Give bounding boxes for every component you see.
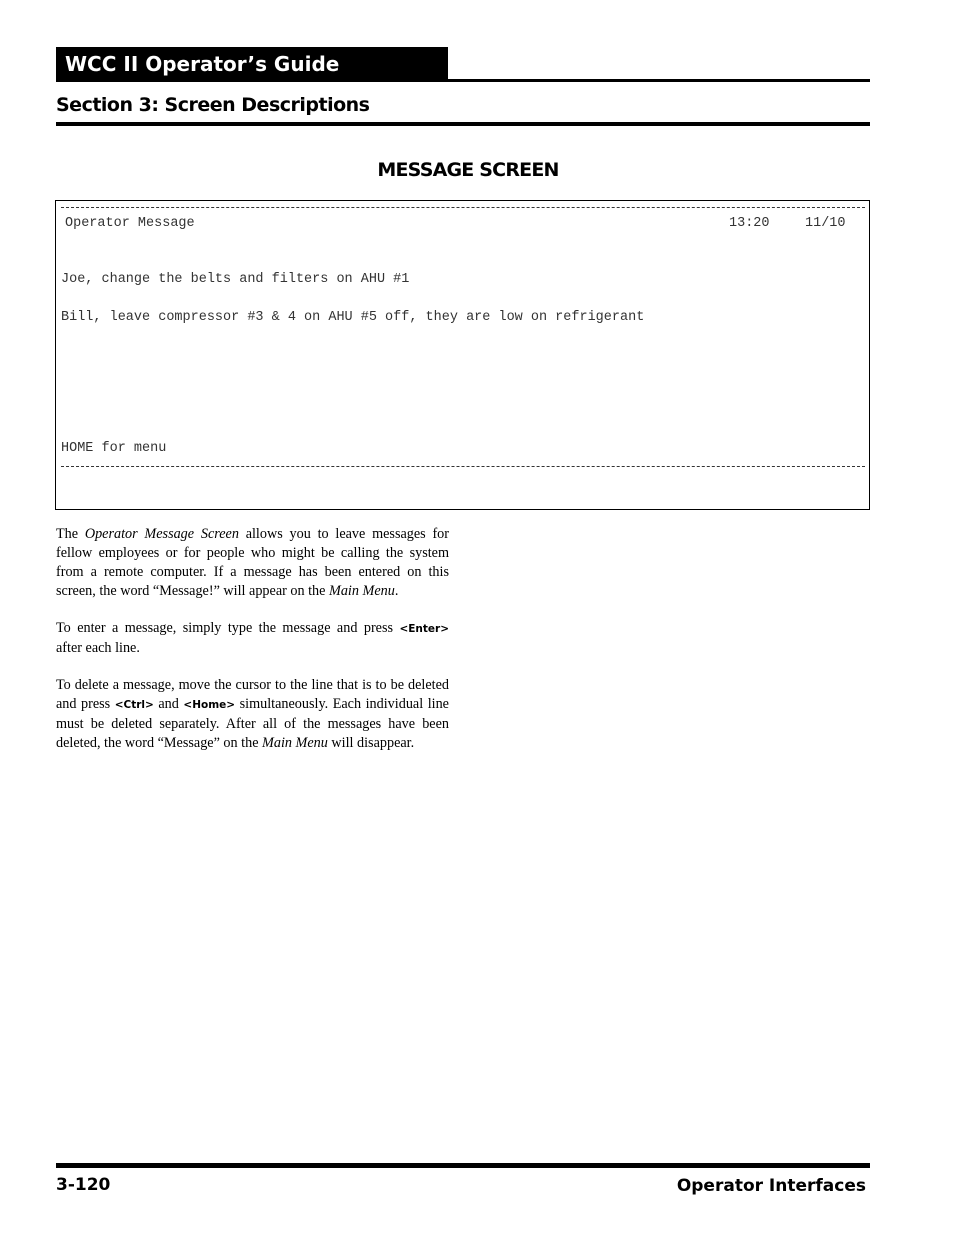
- text-run: and: [153, 696, 184, 712]
- text-run: The: [56, 526, 85, 542]
- footer-rule: [56, 1163, 870, 1168]
- paragraph-intro: [56, 525, 449, 601]
- message-line[interactable]: Bill, leave compressor #3 & 4 on AHU #5 off, they are low on refrigerant: [61, 310, 645, 325]
- text-run: will disappear.: [327, 735, 415, 751]
- top-dashed-divider: [61, 207, 865, 208]
- text-run: To delete a message, move the cursor to the line that is to be deleted and press: [56, 677, 449, 712]
- guide-title-bar: [56, 47, 448, 81]
- page-number: 3-120: [56, 1175, 111, 1195]
- message-line[interactable]: Joe, change the belts and filters on AHU #1: [61, 272, 410, 287]
- guide-title: WCC II Operator’s Guide: [65, 52, 340, 76]
- screen-title: MESSAGE SCREEN: [377, 159, 559, 181]
- body-text: [56, 525, 449, 771]
- key-enter: <Enter>: [399, 623, 449, 635]
- paragraph-enter: [56, 619, 449, 658]
- terminal-screen: [55, 200, 870, 510]
- key-ctrl: <Ctrl>: [114, 699, 154, 711]
- paragraph-delete: [56, 676, 449, 753]
- chapter-title: Operator Interfaces: [676, 1176, 866, 1196]
- screen-time: 13:20: [729, 216, 770, 231]
- bottom-dashed-divider: [61, 466, 865, 467]
- text-run: .: [394, 583, 399, 599]
- text-run: allows you to leave messages for fellow employees or for people who might be calling the system from a remote computer. If a message has been entered on this screen, the word “Message!” will appear on the: [56, 526, 449, 599]
- emphasis-main-menu: Main Menu: [262, 735, 328, 751]
- header-rule: [56, 79, 870, 82]
- emphasis-main-menu: Main Menu: [329, 583, 395, 599]
- screen-date: 11/10: [805, 216, 846, 231]
- text-run: after each line.: [56, 640, 140, 656]
- section-title: Section 3: Screen Descriptions: [56, 94, 370, 116]
- text-run: simultaneously. Each individual line must be deleted separately. After all of the messages have been deleted, the word “Message” on the: [56, 696, 449, 751]
- home-menu-hint: HOME for menu: [61, 441, 167, 456]
- screen-heading: Operator Message: [65, 216, 195, 231]
- section-rule: [56, 122, 870, 126]
- key-home: <Home>: [183, 699, 236, 711]
- text-run: To enter a message, simply type the message and press: [56, 620, 400, 636]
- emphasis-screen-name: Operator Message Screen: [84, 526, 239, 542]
